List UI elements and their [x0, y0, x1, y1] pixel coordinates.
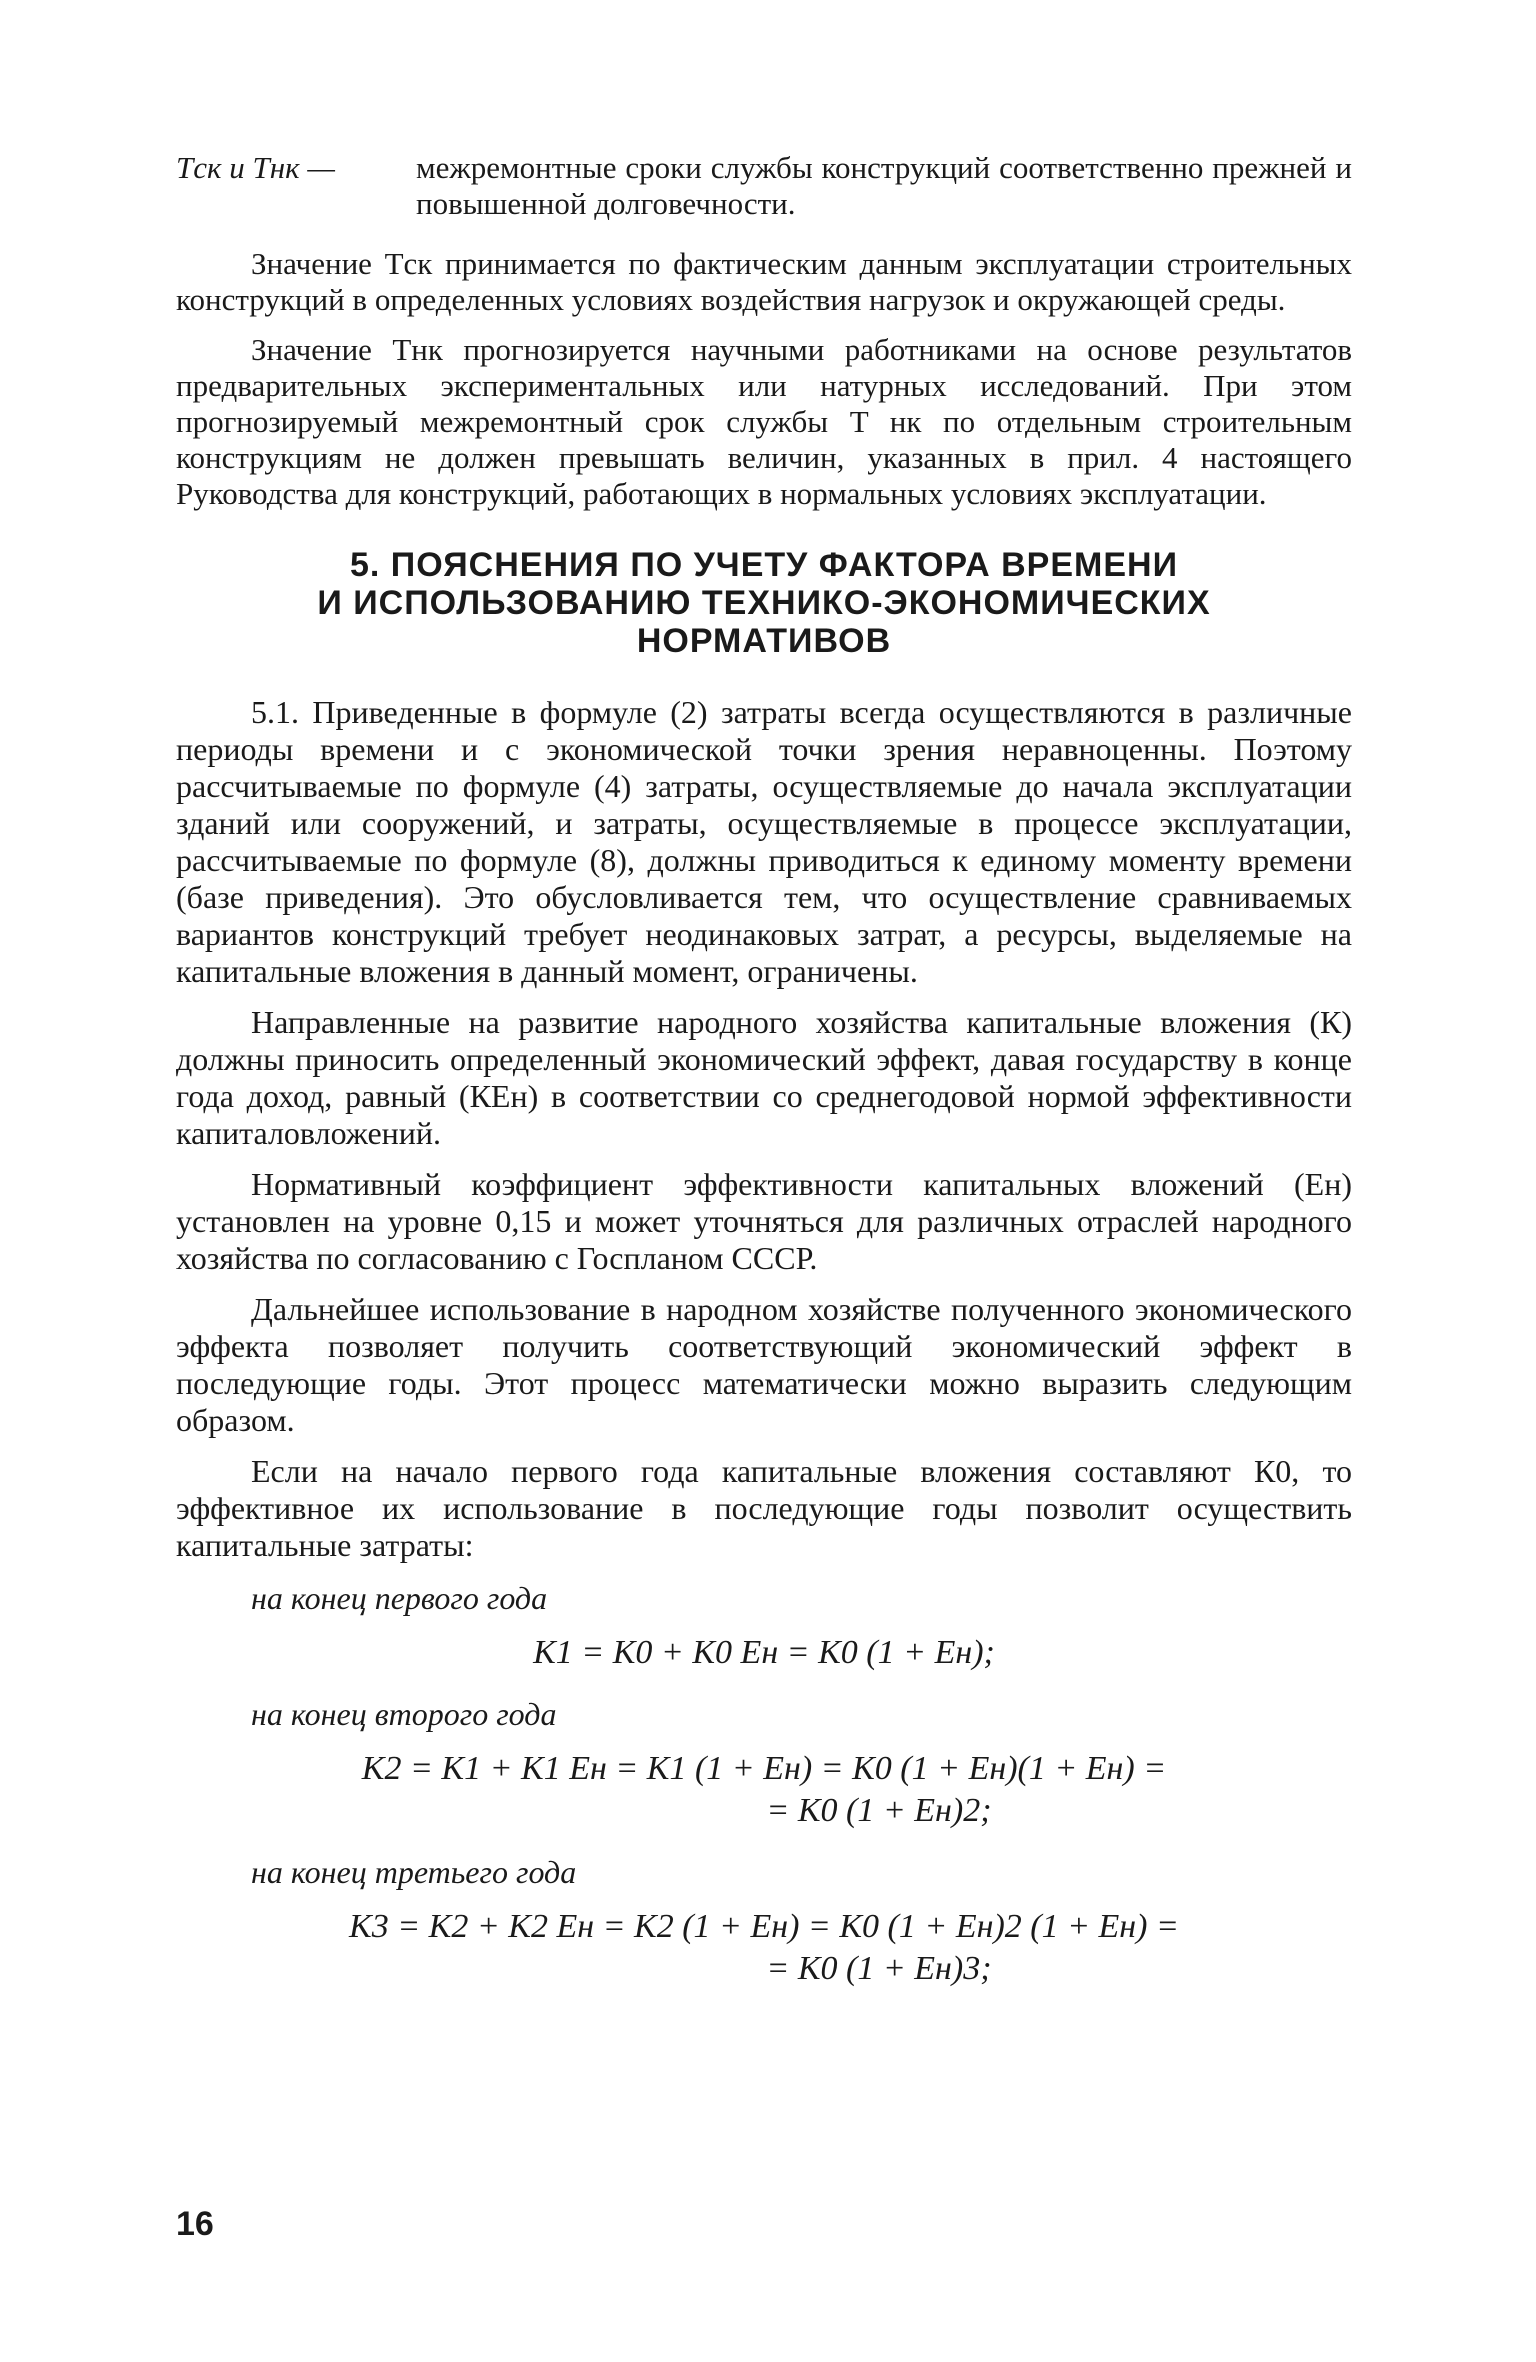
definition-text: межремонтные сроки службы конструкций соответственно прежней и повышенной долговечности.: [416, 150, 1352, 221]
formula-year-3-line-1: K3 = K2 + K2 Eн = K2 (1 + Eн) = K0 (1 + Eн)2 (1 + Eн) =: [349, 1908, 1179, 1945]
formula-year-2-line-2: = K0 (1 + Eн)2;: [766, 1792, 992, 1829]
definition-symbols: Tск и Tнк —: [176, 150, 335, 185]
paragraph-tsk: Значение Tск принимается по фактическим данным эксплуатации строительных конструкций в определенных условиях воздействия нагрузок и окружающей среды.: [176, 246, 1352, 317]
section-heading-line-2: И ИСПОЛЬЗОВАНИЮ ТЕХНИКО-ЭКОНОМИЧЕСКИХ: [317, 584, 1211, 622]
formula-label-year-1: на конец первого года: [251, 1580, 548, 1616]
paragraph-normative-coefficient: Нормативный коэффициент эффективности капитальных вложений (Ен) установлен на уровне 0,15 и может уточняться для различных отраслей народного хозяйства по согласованию с Госпланом СССР.: [176, 1166, 1352, 1276]
paragraph-further-use: Дальнейшее использование в народном хозяйстве полученного экономического эффекта позволяет получить соответствующий экономический эффект в последующие годы. Этот процесс математически можно выразить следующим образом.: [176, 1291, 1352, 1438]
paragraph-initial-investment: Если на начало первого года капитальные вложения составляют К0, то эффективное их использование в последующие годы позволит осуществить капитальные затраты:: [176, 1453, 1352, 1563]
formula-year-3-line-2: = K0 (1 + Eн)3;: [766, 1950, 992, 1987]
section-heading-line-3: НОРМАТИВОВ: [636, 622, 892, 660]
section-heading: [176, 546, 1352, 660]
formula-year-3: [176, 1906, 1352, 1990]
formula-year-1: K1 = K0 + K0 Eн = K0 (1 + Eн);: [533, 1634, 995, 1671]
page-body: [176, 150, 1352, 2010]
section-heading-line-1: 5. ПОЯСНЕНИЯ ПО УЧЕТУ ФАКТОРА ВРЕМЕНИ: [349, 546, 1179, 584]
formula-label-year-2: на конец второго года: [251, 1696, 557, 1732]
paragraph-5-1: 5.1. Приведенные в формуле (2) затраты всегда осуществляются в различные периоды времени и с экономической точки зрения неравноценны. Поэтому рассчитываемые по формуле (4) затраты, осуществляемые до начала эксплуатации зданий или сооружений, и затраты, осуществляемые в процессе эксплуатации, рассчитываемые по формуле (8), должны приводиться к единому моменту времени (базе приведения). Это обусловливается тем, что осуществление сравниваемых вариантов конструкций требует неодинаковых затрат, а ресурсы, выделяемые на капитальные вложения в данный момент, ограничены.: [176, 694, 1352, 989]
paragraph-tnk: Значение Tнк прогнозируется научными работниками на основе результатов предварительных экспериментальных или натурных исследований. При этом прогнозируемый межремонтный срок службы T нк по отдельным строительным конструкциям не должен превышать величин, указанных в прил. 4 настоящего Руководства для конструкций, работающих в нормальных условиях эксплуатации.: [176, 332, 1352, 511]
formula-label-year-3: на конец третьего года: [251, 1854, 577, 1890]
paragraph-capital-investments: Направленные на развитие народного хозяйства капитальные вложения (К) должны приносить определенный экономический эффект, давая государству в конце года доход, равный (КЕн) в соответствии со среднегодовой нормой эффективности капиталовложений.: [176, 1004, 1352, 1151]
formula-year-2: [176, 1748, 1352, 1832]
page-number: 16: [176, 2205, 214, 2243]
definition-block: [176, 150, 1352, 222]
formula-year-2-line-1: K2 = K1 + K1 Eн = K1 (1 + Eн) = K0 (1 + Eн)(1 + Eн) =: [361, 1750, 1167, 1787]
